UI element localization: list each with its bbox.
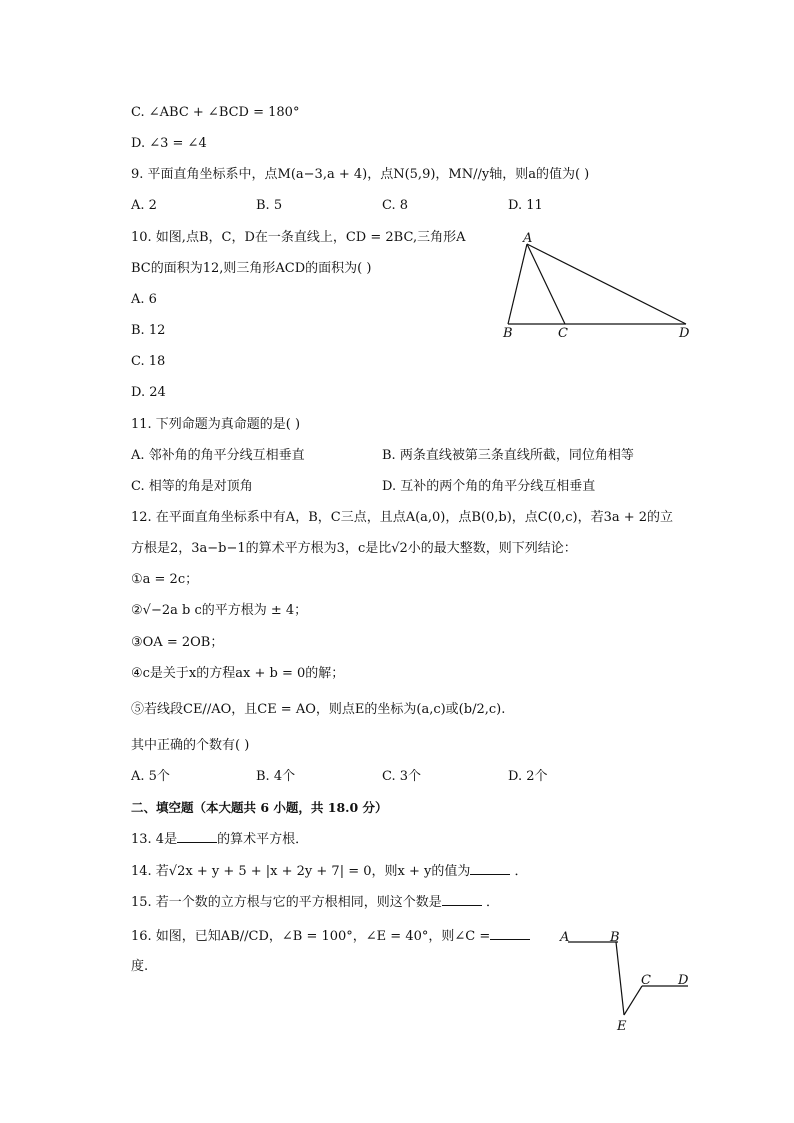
q12-option-a: A. 5个 [131,769,170,784]
q13-pre: 13. 4是 [131,832,178,847]
q15-post: ． [481,895,499,910]
q15 [131,893,499,912]
section-2-header: 二、填空题（本大题共 6 小题，共 18.0 分） [131,800,388,815]
q9-option-c: C. 8 [382,198,409,213]
q12-stem-line2: 方根是2，3a−b−1的算术平方根为3，c是比√2小的最大整数，则下列结论： [131,541,577,556]
q14-post: ． [510,864,528,879]
q14-pre: 14. 若√2x + y + 5 + |x + 2y + 7| = 0，则x + y的值为 [131,864,471,879]
q16-label-b: B [610,930,620,945]
q12-stem-line1: 12. 在平面直角坐标系中有A，B，C三点，且点A(a,0)，点B(0,b)，点C(0,c)，若3a + 2的立 [131,510,674,525]
q11-option-d: D. 互补的两个角的角平分线互相垂直 [382,479,596,494]
q16-pre: 16. 如图，已知AB//CD，∠B = 100°，∠E = 40°，则∠C = [131,929,491,944]
q8-option-c: C. ∠ABC + ∠BCD = 180° [131,105,300,120]
q12-item-2: ②√−2a b c的平方根为 ± 4； [131,603,308,618]
q10-option-c: C. 18 [131,354,166,369]
q12-item-3: ③OA = 2OB； [131,635,224,650]
q12-item-1: ①a = 2c； [131,572,199,587]
q11-stem: 11. 下列命题为真命题的是( ) [131,417,301,432]
q11-option-a: A. 邻补角的角平分线互相垂直 [131,448,305,463]
q16 [131,927,530,946]
q10-stem-line1: 10. 如图,点B，C，D在一条直线上，CD = 2BC,三角形A [131,230,466,245]
q16-answer-blank[interactable] [490,927,530,940]
q13-answer-blank[interactable] [177,830,217,843]
q15-answer-blank[interactable] [442,893,482,906]
q12-item-4: ④c是关于x的方程ax + b = 0的解； [131,666,345,681]
q10-option-a: A. 6 [131,292,157,307]
q9-option-a: A. 2 [131,198,157,213]
q9-option-d: D. 11 [508,198,543,213]
q12-option-d: D. 2个 [508,769,548,784]
q10-option-d: D. 24 [131,385,166,400]
q12-option-b: B. 4个 [256,769,296,784]
q10-label-c: C [558,326,568,341]
q10-label-b: B [503,326,513,341]
q14 [131,862,527,881]
q12-item-5: ⑤若线段CE//AO，且CE = AO，则点E的坐标为(a,c)或(b/2,c). [131,702,506,717]
q13 [131,830,308,849]
q11-option-c: C. 相等的角是对顶角 [131,479,253,494]
q16-label-d: D [678,973,689,988]
q10-label-a: A [523,231,533,246]
q14-answer-blank[interactable] [470,862,510,875]
q10-label-d: D [679,326,690,341]
q16-label-a: A [560,930,570,945]
q16-line2: 度. [131,959,149,974]
q13-post: 的算术平方根． [217,832,309,847]
q10-stem-line2: BC的面积为12,则三角形ACD的面积为( ) [131,261,372,276]
q11-option-b: B. 两条直线被第三条直线所截，同位角相等 [382,448,634,463]
q15-pre: 15. 若一个数的立方根与它的平方根相同，则这个数是 [131,895,442,910]
q10-option-b: B. 12 [131,323,166,338]
q12-option-c: C. 3个 [382,769,422,784]
q16-label-e: E [617,1019,627,1034]
q16-label-c: C [641,973,651,988]
q12-tail: 其中正确的个数有( ) [131,738,250,753]
q8-option-d: D. ∠3 = ∠4 [131,136,207,151]
q9-stem: 9. 平面直角坐标系中，点M(a−3,a + 4)，点N(5,9)，MN//y轴，则a的值为( ) [131,167,590,182]
q9-option-b: B. 5 [256,198,283,213]
